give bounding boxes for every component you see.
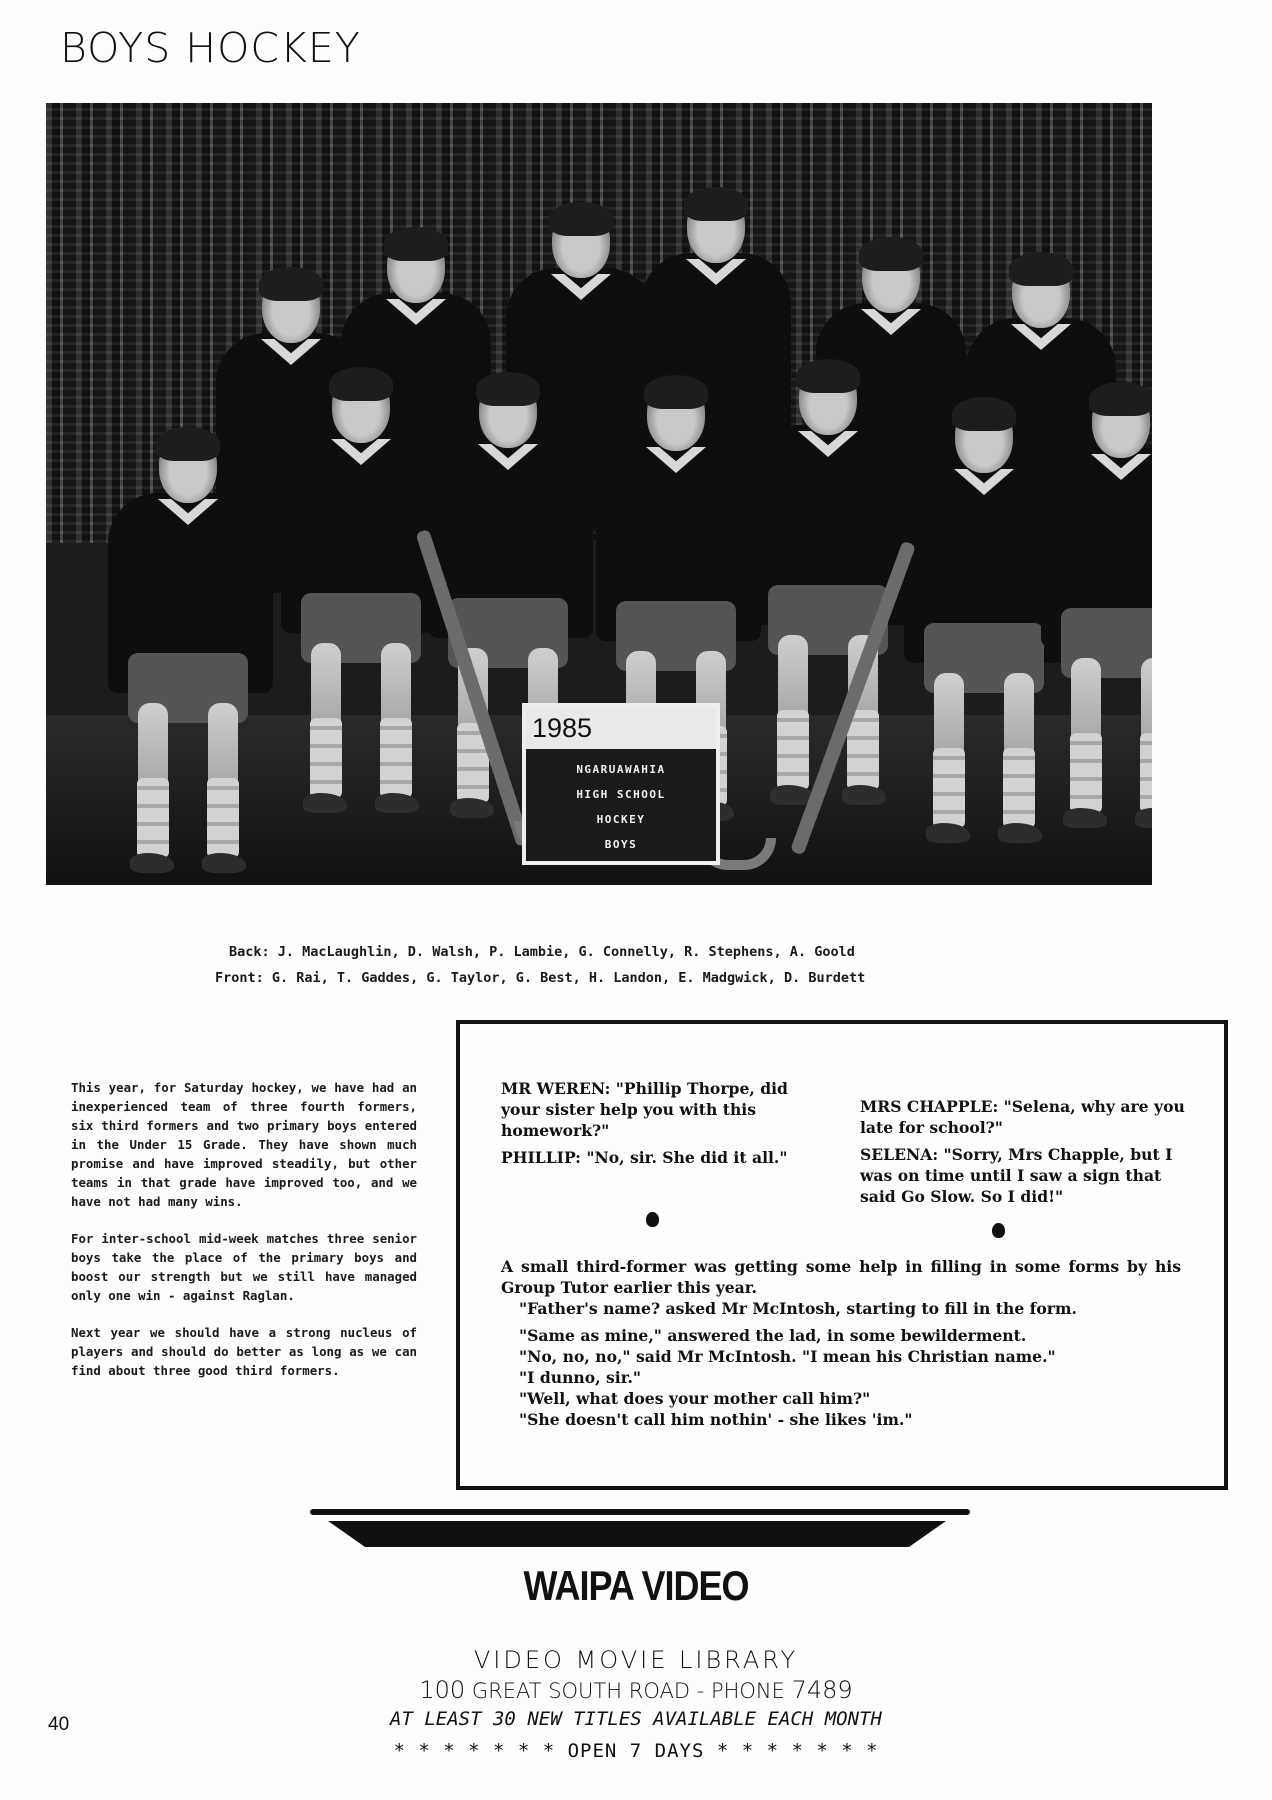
ad-address-line [0,1676,1272,1704]
player-sock [933,748,965,828]
player-hair [156,427,220,461]
jokes-box [456,1020,1228,1490]
player-hair [329,367,393,401]
player-sock [777,710,809,790]
player-sock [1140,733,1152,813]
joke-line: MRS CHAPPLE: "Selena, why are you late for school?" [860,1097,1185,1137]
player-hair [644,375,708,409]
player-hair [796,359,860,393]
joke-line: A small third-former was getting some help in filling in some forms by his Group Tutor earlier this year. [501,1257,1181,1297]
caption-front-row: Front: G. Rai, T. Gaddes, G. Taylor, G. Best, H. Landon, E. Madgwick, D. Burdett [215,970,866,986]
player-hair [1009,252,1073,286]
joke-line: "Same as mine," answered the lad, in some bewilderment. [519,1326,1027,1345]
joke-line: "No, no, no," said Mr McIntosh. "I mean his Christian name." [519,1347,1056,1366]
player-hair [384,227,448,261]
joke-go-slow [860,1096,1200,1207]
ad-titles-line: AT LEAST 30 NEW TITLES AVAILABLE EACH MONTH [390,1708,882,1730]
joke-line: "Well, what does your mother call him?" [519,1389,871,1408]
page-number: 40 [48,1714,70,1735]
hockey-article [71,1078,417,1398]
player-sock [1070,733,1102,813]
article-paragraph: For inter-school mid-week matches three senior boys take the place of the primary boys and boost our strength but we still have managed only one win - against Raglan. [71,1231,417,1303]
sign-line-hockey: HOCKEY [596,813,646,826]
sign-lines [526,757,716,857]
sign-line-school: NGARUAWAHIA [576,763,666,776]
page-title: BOYS HOCKEY [60,24,361,72]
joke-line: "I dunno, sir." [519,1368,642,1387]
sign-line-high-school: HIGH SCHOOL [576,788,666,801]
player-hair [1089,382,1152,416]
ad-library-line: VIDEO MOVIE LIBRARY [473,1646,799,1674]
player-hair [684,187,748,221]
joke-line: PHILLIP: "No, sir. She did it all." [501,1148,788,1167]
joke-line: SELENA: "Sorry, Mrs Chapple, but I was on time until I saw a sign that said Go Slow. So I did!" [860,1145,1173,1206]
sign-line-boys: BOYS [604,838,638,851]
player-hair [952,397,1016,431]
ad-top-rule [310,1509,970,1515]
joke-fathers-name [501,1256,1181,1430]
ad-open-line: * * * * * * * OPEN 7 DAYS * * * * * * * [393,1740,879,1762]
player-hair [476,372,540,406]
ad-address-text: GREAT SOUTH ROAD - PHONE [471,1679,785,1703]
ad-business-name: WAIPA VIDEO [523,1561,749,1609]
player-sock [847,710,879,790]
team-photo [46,103,1152,885]
ad-phone: 7489 [791,1676,853,1704]
joke-homework [501,1078,801,1168]
player-sock [207,778,239,858]
article-paragraph: Next year we should have a strong nucleus of players and should do better as long as we can find about three good third formers. [71,1325,417,1378]
player-sock [1003,748,1035,828]
player-hair [549,202,613,236]
player-shoe [1135,808,1152,828]
ad-banner-bar [328,1521,946,1547]
player-hair [859,237,923,271]
player-sock [380,718,412,798]
team-sign [522,703,720,865]
joke-line: "Father's name? asked Mr McIntosh, starting to fill in the form. [519,1299,1077,1318]
joke-line: "She doesn't call him nothin' - she likes 'im." [519,1410,913,1429]
article-paragraph: This year, for Saturday hockey, we have had an inexperienced team of three fourth formers, six third formers and two primary boys entered in the Under 15 Grade. They have shown much promise and have improved steadily, but other teams in that grade have improved too, and we have not had many wins. [71,1080,417,1209]
ad-address-number: 100 [419,1676,466,1704]
player-hair [259,267,323,301]
separator-dot [992,1223,1005,1238]
player-sock [137,778,169,858]
separator-dot [646,1212,659,1227]
caption-back-row: Back: J. MacLaughlin, D. Walsh, P. Lambie, G. Connelly, R. Stephens, A. Goold [229,944,855,960]
player-sock [310,718,342,798]
joke-line: MR WEREN: "Phillip Thorpe, did your sister help you with this homework?" [501,1079,788,1140]
sign-year: 1985 [526,707,716,749]
